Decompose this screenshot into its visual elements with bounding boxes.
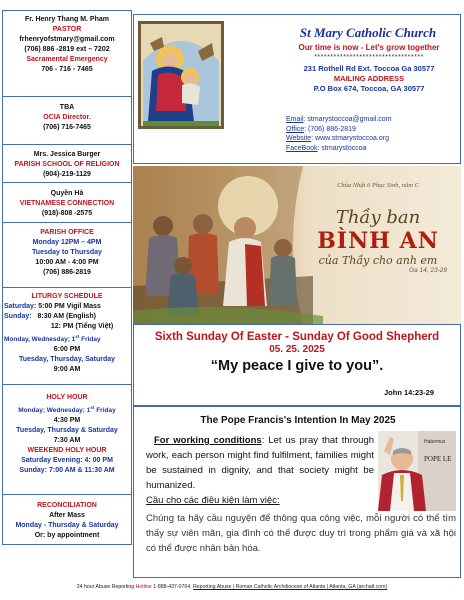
banner-top-text: Chúa Nhật 6 Phục Sinh, năm C: [337, 182, 419, 189]
reconciliation-box: [2, 495, 132, 545]
church-motto: Our time is now - Let's grow together: [298, 43, 440, 52]
contact-office: [286, 125, 462, 135]
ocia-phone: (706) 716-7465: [43, 124, 91, 131]
ocia-box: [2, 97, 132, 145]
sidebar: [2, 10, 132, 578]
liturgy-sun-time2: 12: PM (Tiếng Việt): [50, 323, 114, 330]
banner-line1: Thầy ban: [335, 207, 421, 228]
pope-label-vi: Cầu cho các điều kiện làm việc:: [146, 495, 280, 506]
pastor-title: PASTOR: [52, 26, 82, 33]
reconciliation-title: RECONCILIATION: [37, 502, 97, 509]
office-line3: 10:00 AM - 4:00 PM: [35, 259, 99, 266]
po-box: P.O Box 674, Toccoa, GA 30577: [313, 84, 425, 93]
office-label: Office: [286, 125, 305, 133]
church-header: [133, 14, 461, 164]
holy-hour-box: [2, 385, 132, 495]
liturgy-tts-label: Tuesday, Thursday, Saturday: [18, 356, 116, 364]
website-value: : www.stmarystoccoa.org: [311, 135, 389, 142]
holy-hour-mw-sup: st: [90, 405, 95, 410]
sunday-box: [133, 324, 461, 406]
office-value: : (706) 886-2819: [304, 125, 356, 133]
holy-hour-mw-text2: Friday: [94, 407, 116, 415]
footer-prefix: 24 hour Abuse Reporting: [76, 584, 136, 590]
mailing-label: MAILING ADDRESS: [333, 74, 405, 83]
religion-name: Mrs. Jessica Burger: [33, 151, 101, 158]
office-box: [2, 223, 132, 288]
holy-hour-title: HOLY HOUR: [46, 394, 88, 401]
liturgy-mw-label: [4, 332, 130, 345]
pope-title: The Pope Francis's Intention In May 2025: [200, 415, 396, 426]
office-title: PARISH OFFICE: [40, 229, 94, 236]
facebook-value: : stmarystoccoa: [317, 144, 367, 152]
street-address: 231 Rothell Rd Ext. Toccoa Ga 30577: [303, 64, 435, 73]
photo-caption1: Habemus: [424, 439, 446, 445]
footer-hotline: Hotline: [135, 584, 152, 590]
reconciliation-line2: Monday - Thursday & Saturday: [15, 522, 119, 529]
footer-phone: 1-888-437-0764;: [151, 584, 194, 590]
liturgy-title: LITURGY SCHEDULE: [31, 293, 103, 300]
email-value: : stmarystoccoa@gmail.com: [303, 116, 392, 123]
liturgy-sun-label: Sunday:: [4, 313, 32, 320]
pastor-email[interactable]: frhenryofstmary@gmail.com: [19, 36, 115, 43]
sunday-date: 05. 25. 2025: [269, 344, 325, 355]
pastor-name: Fr. Henry Thang M. Pham: [24, 16, 109, 23]
emergency-label: Sacramental Emergency: [26, 56, 108, 63]
sunday-quote: “My peace I give to you”.: [210, 358, 384, 374]
email-label: Email: [286, 116, 304, 123]
pastor-phone: (706) 886 -2819 ext – 7202: [24, 46, 110, 53]
liturgy-mw-text2: Friday: [79, 336, 101, 344]
sunday-reference: John 14:23-29: [384, 388, 435, 397]
pope-intention-box: [133, 406, 461, 578]
liturgy-sat-label: Saturday:: [4, 303, 37, 310]
pope-photo: [378, 431, 456, 511]
peace-banner: [133, 166, 461, 324]
contact-facebook[interactable]: [286, 144, 462, 154]
contact-website[interactable]: [286, 134, 462, 144]
office-line2: Tuesday to Thursday: [32, 249, 102, 256]
banner-line2: BÌNH AN: [317, 228, 439, 254]
church-address-block: [276, 64, 462, 94]
liturgy-mw-sup: st: [75, 334, 80, 339]
website-label: Website: [286, 135, 312, 142]
holy-hour-tts-time: 7:30 AM: [53, 437, 81, 445]
pastor-box: [2, 10, 132, 97]
pope-text-en: [146, 433, 374, 493]
pope-body-en: : Let us pray that through work, each person might find fulfilment, families might be sustained in dignity, and that society might be humanized.: [146, 435, 375, 491]
vietnamese-name: Quyền Hà: [50, 190, 84, 197]
holy-hour-tts-label: Tuesday, Thursday & Saturday: [16, 427, 118, 435]
reconciliation-line1: After Mass: [49, 512, 85, 519]
banner-text: [303, 182, 453, 274]
footer: [0, 584, 464, 590]
emergency-phone: 706 - 716 - 7465: [41, 66, 93, 73]
vietnamese-phone: (918)-808 -2575: [41, 210, 93, 217]
banner-line3: của Thầy cho anh em: [318, 254, 438, 267]
vietnamese-title: VIETNAMESE CONNECTION: [19, 200, 115, 207]
weekend-sunday: Sunday: 7:00 AM & 11:30 AM: [19, 467, 115, 475]
footer-link[interactable]: Reporting Abuse | Roman Catholic Archdiocese of Atlanta | Atlanta, GA (archatl.com): [193, 584, 388, 590]
vietnamese-box: [2, 183, 132, 223]
madonna-icon: [138, 21, 224, 129]
religion-title: PARISH SCHOOL OF RELIGION: [14, 161, 120, 168]
religion-box: [2, 145, 132, 183]
liturgy-mw-time: 6:00 PM: [53, 346, 81, 354]
religion-phone: (904)-219-1129: [43, 171, 91, 178]
liturgy-saturday: [4, 302, 130, 312]
ocia-title: OCIA Director.: [43, 114, 91, 121]
contact-email[interactable]: [286, 115, 462, 125]
holy-hour-mw-label: [4, 403, 130, 416]
office-line1: Monday 12PM – 4PM: [32, 239, 102, 246]
facebook-label: FaceBook: [286, 144, 318, 152]
reconciliation-line3: Or: by appointment: [34, 532, 100, 539]
liturgy-tts-time: 9:00 AM: [53, 366, 81, 374]
photo-caption2: POPE LE: [424, 455, 452, 463]
contact-block: [286, 115, 462, 153]
office-phone: (706) 886-2819: [43, 269, 91, 276]
liturgy-sun-time1: 8:30 AM (English): [37, 313, 96, 320]
pope-label-en: For working conditions: [153, 435, 262, 446]
sunday-title: Sixth Sunday Of Easter - Sunday Of Good Shepherd: [154, 331, 440, 343]
church-name: St Mary Catholic Church: [299, 25, 437, 40]
weekend-sat-evening: Saturday Evening: 4: 00 PM: [21, 457, 113, 465]
holy-hour-mw-time: 4:30 PM: [53, 417, 81, 425]
ocia-name: TBA: [59, 104, 75, 111]
weekend-holy-hour-title: WEEKEND HOLY HOUR: [27, 447, 107, 455]
holy-hour-mw-text: Monday; Wednesday; 1: [18, 407, 91, 415]
liturgy-sunday: [4, 312, 130, 322]
banner-ref: Ga 14, 23-29: [409, 267, 447, 274]
liturgy-box: [2, 288, 132, 385]
pope-text-vi: Chúng ta hãy cầu nguyện để thông qua công việc, mỗi người có thể tìm thấy sự viên mãn, gia đình có thể được duy trì trong phẩm giá và xã hội có thể được nhân bản hóa.: [146, 513, 456, 554]
stars-divider: **********************************: [314, 54, 424, 61]
liturgy-mw-text: Monday, Wednesday; 1: [4, 336, 76, 344]
liturgy-sat-time: 5:00 PM Vigil Mass: [38, 303, 101, 310]
